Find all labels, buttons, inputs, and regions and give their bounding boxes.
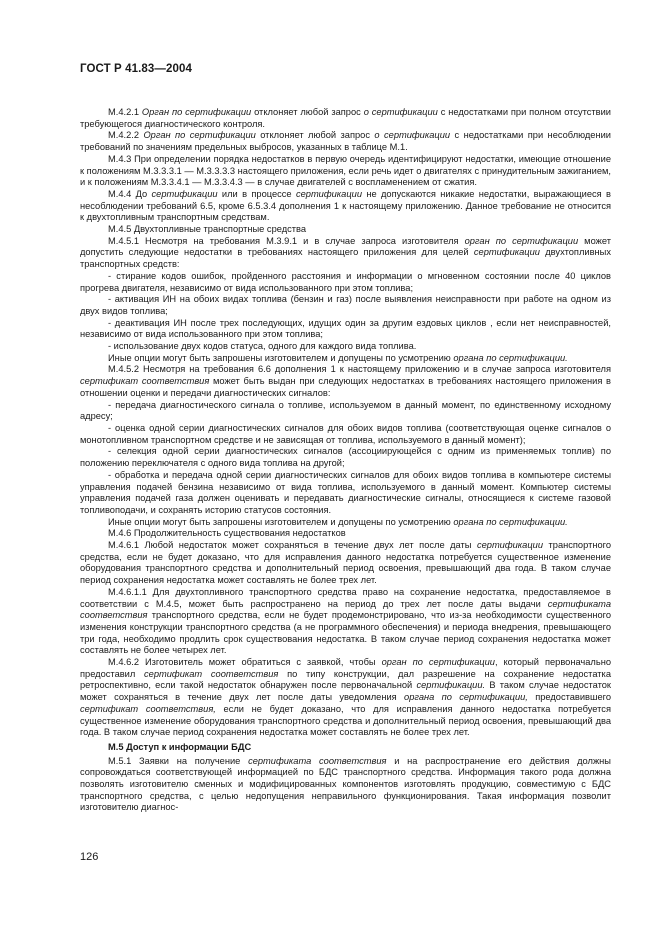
italic-term: сертификат соответствия,: [80, 703, 216, 714]
paragraph: [80, 271, 611, 294]
text-run: транспортного средства, если не будет доказано, что для исправления данного недостатка потребуется существенное изменение оборудования транспортного средства и дополнительный период освоения, превышающий два года. В таком случае период сохранения недостатка может составлять не более трех лет.: [80, 540, 611, 586]
italic-term: Орган по сертификации: [143, 130, 256, 141]
paragraph: [80, 423, 611, 446]
paragraph: [80, 364, 611, 399]
paragraph: [80, 756, 611, 815]
text-run: не допускаются никакие недостатки, выражающиеся в несоблюдении требований 6.5, кроме 6.5.3.4 дополнения 1 к настоящему приложению. Данное требование не относится к двухтопливным транспортным средствам.: [80, 188, 611, 223]
paragraph: [80, 318, 611, 341]
text-run: М.4.5.2 Несмотря на требования 6.6 дополнения 1 к настоящему приложению и в случае запроса изготовителя: [108, 364, 611, 375]
paragraph: [80, 470, 611, 517]
italic-term: сертификации: [476, 540, 544, 551]
text-run: - стирание кодов ошибок, пройденного расстояния и информации о мгновенном состоянии после 40 циклов прогрева двигателя, независимо от вида использованного при этом топлива;: [80, 270, 611, 293]
text-run: - селекция одной серии диагностических сигналов (ассоциирующейся с одним из применяемых топлив) по положению переключателя с одного вида топлива на другой;: [80, 446, 611, 469]
text-run: или в процессе: [217, 188, 296, 199]
text-run: - использование двух кодов статуса, одного для каждого вида топлива.: [108, 341, 417, 352]
text-run: М.4.6.1 Любой недостаток может сохраняться в течение двух лет после даты: [108, 540, 477, 551]
paragraph: [80, 294, 611, 317]
paragraph: [80, 587, 611, 657]
section-heading: [80, 742, 611, 754]
paragraph: [80, 446, 611, 469]
text-run: - деактивация ИН после трех последующих, идущих один за другим ездовых циклов , если нет неисправностей, независимо от вида использованного при этом топлива;: [80, 317, 611, 340]
text-run: , который первоначально предоставил: [80, 657, 612, 679]
text-run: двухтопливных транспортных средств:: [80, 247, 611, 270]
text-run: В таком случае недостаток может сохраняться в течение двух лет после даты уведомления: [80, 680, 611, 703]
italic-term: о сертификации: [374, 130, 451, 141]
text-run: может допустить следующие недостатки в требованиях настоящего приложения для целей: [80, 235, 611, 258]
text-run: М.4.6.1.1 Для двухтопливного транспортного средства право на сохранение недостатка, предоставляемое в соответствии с М.4.5, может быть распространено на период до трех лет после даты выдачи: [80, 586, 611, 609]
text-run: М.5 Доступ к информации БДС: [108, 741, 252, 752]
text-run: М.4.2.2: [108, 130, 144, 141]
text-run: и на распространение его действия должны сопровождаться соответствующей информацией по БДС транспортного средства. Информация такого рода должна позволять изготовителю сменных и модифицированных компонентов изготовлять продукцию, совместимую с БДС транспортного средства, с целью недопущения неправильного функционирования. Такая информация позволит изготовителю диагнос-: [80, 755, 611, 813]
italic-term: орган по сертификации: [381, 657, 495, 668]
paragraph: [80, 528, 611, 540]
document-header: ГОСТ Р 41.83—2004: [80, 63, 192, 75]
text-run: если не будет доказано, что для исправления данного недостатка потребуется существенное изменение оборудования транспортного средства и дополнительный период освоения, превышающий два года. В таком случае период сохранения недостатка может составлять не более трех лет.: [80, 703, 611, 738]
italic-term: органа по сертификации.: [453, 352, 568, 363]
text-run: отклоняет любой запрос: [251, 107, 364, 117]
text-run: Иные опции могут быть запрошены изготовителем и допущены по усмотрению: [108, 516, 454, 527]
text-run: с недостатками при полном отсутствии требующегося диагностического контроля.: [80, 107, 612, 129]
paragraph: [80, 189, 611, 224]
text-run: М.4.2.1: [108, 107, 142, 117]
text-run: М.4.6 Продолжительность существования недостатков: [108, 528, 346, 539]
italic-term: сертификата соответствия: [248, 755, 387, 766]
paragraph: [80, 107, 611, 130]
italic-term: орган по сертификации: [464, 235, 579, 246]
text-run: М.4.5.1 Несмотря на требования М.3.9.1 и в случае запроса изготовителя: [108, 235, 465, 246]
text-run: Иные опции могут быть запрошены изготовителем и допущены по усмотрению: [108, 352, 454, 363]
paragraph: [80, 130, 611, 153]
italic-term: сертификации: [151, 188, 218, 199]
paragraph: [80, 657, 611, 739]
italic-term: сертификации.: [416, 680, 486, 691]
text-run: М.4.3 При определении порядка недостатков в первую очередь идентифицируют недостатки, имеющие отношение к положениям М.3.3.3.1 — М.3.3.3.3 настоящего приложения, если речь идет о двигателях с принудительным зажиганием, и к положениям М.3.3.4.1 — М.3.3.4.3 — в случае двигателей с воспламенением от сжатия.: [80, 153, 611, 188]
page-number: 126: [80, 851, 99, 863]
paragraph: [80, 400, 611, 423]
text-run: М.4.6.2 Изготовитель может обратиться с заявкой, чтобы: [108, 657, 382, 668]
paragraph: [80, 236, 611, 271]
text-run: с недостатками при несоблюдении требований по значениям предельных выбросов, указанных в таблице М.1.: [80, 130, 612, 153]
paragraph: [80, 341, 611, 353]
paragraph: [80, 353, 611, 365]
text-run: - активация ИН на обоих видах топлива (бензин и газ) после выявления неисправности при работе на одном из двух видов топлива;: [80, 294, 611, 316]
text-run: по типу конструкции, дал разрешение на сохранение недостатка ретроспективно, если такой недостаток обнаружен после первоначальной: [80, 668, 612, 691]
paragraph: [80, 224, 611, 236]
italic-term: Орган по сертификации: [141, 107, 252, 117]
document-body: [80, 107, 611, 814]
text-run: М.4.5 Двухтопливные транспортные средства: [108, 224, 307, 235]
italic-term: сертификации: [473, 247, 540, 258]
italic-term: сертификата соответствия: [80, 598, 611, 621]
text-run: - обработка и передача одной серии диагностических сигналов для обоих видов топлива в компьютере системы управления подачей бензина независимо от вида топлива, используемого в данный момент. Компьютер системы управления подачей газа должен оценивать и передавать диагностические сигналы, относящиеся к системе газовой топливоподачи, и сохранять историю статусов состояния.: [80, 469, 611, 515]
italic-term: сертификат соответствия: [144, 668, 279, 679]
italic-term: о сертификации: [363, 107, 438, 117]
text-run: транспортного средства, если не будет продемонстрировано, что из-за необходимости существенного изменения конструкции транспортного средства (а не программного обеспечения) и периода внедрения, превышающего три года, необходимо продлить срок существования недостатка. В таком случае период сохранения недостатка может составлять не более четырех лет.: [80, 610, 611, 656]
text-run: предоставившего: [527, 692, 611, 703]
paragraph: [80, 517, 611, 529]
text-run: - оценка одной серии диагностических сигналов для обоих видов топлива (соответствующая оценке сигналов о монотопливном транспортном средстве и не зависящая от топлива, используемого в данный момент);: [80, 422, 611, 445]
italic-term: органа по сертификации,: [404, 692, 528, 703]
italic-term: сертификации: [295, 188, 363, 199]
paragraph: [80, 154, 611, 189]
text-run: отклоняет любой запрос: [255, 130, 375, 141]
text-run: М.4.4 До: [108, 188, 152, 199]
paragraph: [80, 540, 611, 587]
text-run: может быть выдан при следующих недостатках в требованиях настоящего приложения в отношении оценки и передачи диагностических сигналов:: [80, 376, 611, 398]
text-run: - передача диагностического сигнала о топливе, используемом в данный момент, по единственному исходному адресу;: [80, 399, 611, 422]
italic-term: органа по сертификации.: [453, 516, 568, 527]
italic-term: сертификат соответствия: [80, 376, 210, 387]
text-run: М.5.1 Заявки на получение: [108, 755, 249, 766]
